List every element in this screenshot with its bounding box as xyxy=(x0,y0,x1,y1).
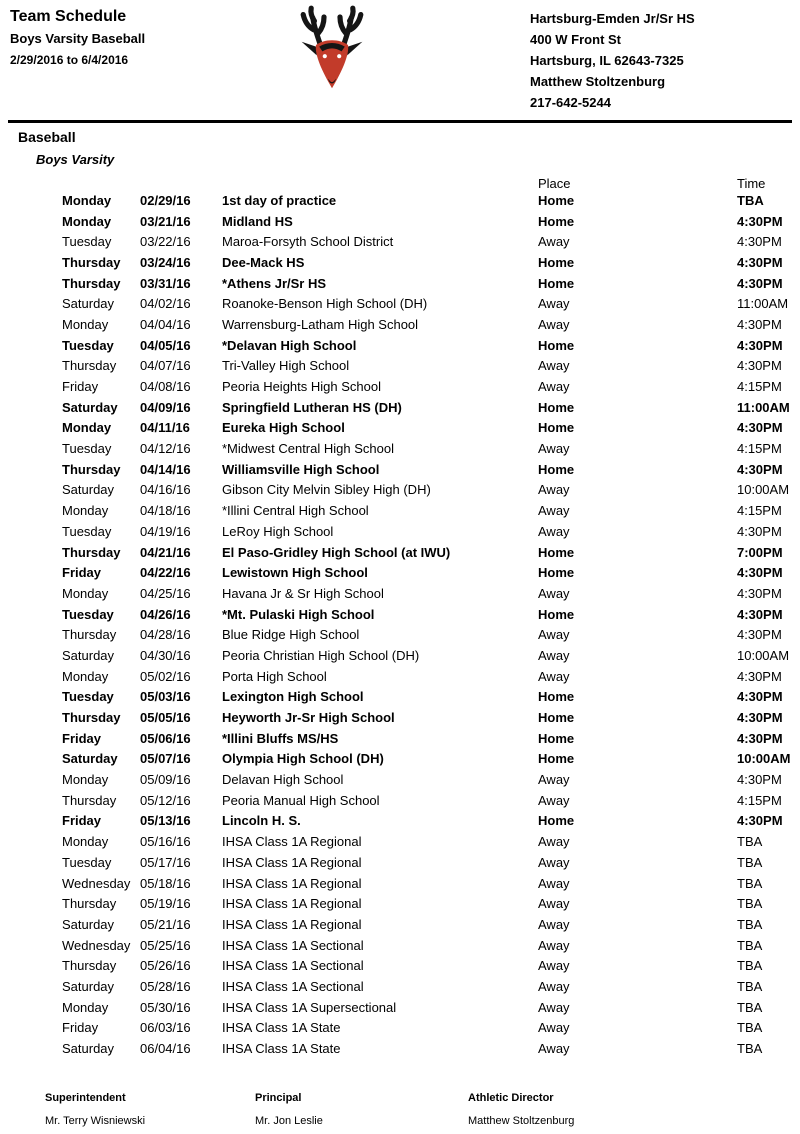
row-place: Away xyxy=(538,358,570,374)
row-place: Away xyxy=(538,1020,570,1036)
school-contact-name: Matthew Stoltzenburg xyxy=(530,74,666,89)
row-place: Away xyxy=(538,296,570,312)
row-event: Maroa-Forsyth School District xyxy=(222,234,394,250)
school-name: Hartsburg-Emden Jr/Sr HS xyxy=(530,11,695,26)
row-event: IHSA Class 1A Sectional xyxy=(222,958,364,974)
row-day: Tuesday xyxy=(62,854,112,870)
row-time: 10:00AM xyxy=(737,647,790,663)
row-date: 05/07/16 xyxy=(140,751,191,767)
row-time: 4:15PM xyxy=(737,379,782,395)
row-place: Home xyxy=(538,689,575,705)
row-event: Lewistown High School xyxy=(222,565,368,581)
row-time: 4:30PM xyxy=(737,358,782,374)
table-row xyxy=(0,1038,800,1059)
school-phone: 217-642-5244 xyxy=(530,95,611,110)
row-date: 05/19/16 xyxy=(140,896,191,912)
schedule-table xyxy=(0,176,800,1059)
row-place: Home xyxy=(538,337,575,353)
row-time: 4:30PM xyxy=(737,689,783,705)
row-time: TBA xyxy=(737,937,763,953)
row-time: TBA xyxy=(737,192,764,208)
row-place: Home xyxy=(538,213,575,229)
footer-superintendent-block xyxy=(45,1092,145,1127)
table-row xyxy=(0,1018,800,1039)
page-title: Team Schedule xyxy=(10,8,127,25)
row-time: 4:15PM xyxy=(737,441,782,457)
row-day: Saturday xyxy=(62,482,115,498)
row-time: 7:00PM xyxy=(737,544,783,560)
table-row xyxy=(0,314,800,335)
row-day: Saturday xyxy=(62,1041,115,1057)
row-place: Away xyxy=(538,379,570,395)
row-day: Saturday xyxy=(62,399,118,415)
row-date: 04/16/16 xyxy=(140,482,191,498)
footer-principal-block xyxy=(255,1092,323,1127)
row-day: Thursday xyxy=(62,461,121,477)
row-place: Home xyxy=(538,565,575,581)
row-date: 05/12/16 xyxy=(140,792,191,808)
row-time: 4:15PM xyxy=(737,792,782,808)
row-event: IHSA Class 1A Regional xyxy=(222,896,362,912)
school-address-line1: 400 W Front St xyxy=(530,32,622,47)
row-place: Away xyxy=(538,523,570,539)
row-event: Tri-Valley High School xyxy=(222,358,350,374)
row-place: Home xyxy=(538,420,575,436)
row-place: Away xyxy=(538,978,570,994)
row-event: Dee-Mack HS xyxy=(222,254,305,270)
row-date: 05/16/16 xyxy=(140,834,191,850)
row-day: Monday xyxy=(62,420,112,436)
school-address-line2: Hartsburg, IL 62643-7325 xyxy=(530,53,684,68)
row-date: 05/02/16 xyxy=(140,668,191,684)
row-place: Away xyxy=(538,937,570,953)
row-place: Home xyxy=(538,192,575,208)
row-day: Tuesday xyxy=(62,337,114,353)
table-row xyxy=(0,418,800,439)
table-row xyxy=(0,645,800,666)
table-row xyxy=(0,273,800,294)
row-date: 04/05/16 xyxy=(140,337,191,353)
row-place: Home xyxy=(538,730,575,746)
row-day: Saturday xyxy=(62,978,115,994)
table-row xyxy=(0,707,800,728)
row-place: Home xyxy=(538,399,575,415)
row-day: Monday xyxy=(62,503,109,519)
footer-person-name: Mr. Jon Leslie xyxy=(255,1115,323,1127)
row-time: TBA xyxy=(737,875,763,891)
row-event: *Illini Central High School xyxy=(222,503,369,519)
table-row xyxy=(0,831,800,852)
row-event: LeRoy High School xyxy=(222,523,334,539)
row-day: Friday xyxy=(62,813,102,829)
row-place: Away xyxy=(538,792,570,808)
row-day: Monday xyxy=(62,834,109,850)
row-place: Away xyxy=(538,999,570,1015)
row-day: Thursday xyxy=(62,896,117,912)
row-place: Home xyxy=(538,710,575,726)
table-row xyxy=(0,397,800,418)
footer-role-title: Superintendent xyxy=(45,1092,126,1104)
row-place: Home xyxy=(538,544,575,560)
row-time: 4:30PM xyxy=(737,606,783,622)
row-place: Home xyxy=(538,254,575,270)
row-event: IHSA Class 1A Regional xyxy=(222,875,362,891)
row-time: 4:30PM xyxy=(737,813,783,829)
row-event: Heyworth Jr-Sr High School xyxy=(222,710,395,726)
row-event: IHSA Class 1A Supersectional xyxy=(222,999,397,1015)
row-time: 4:30PM xyxy=(737,337,783,353)
table-row xyxy=(0,252,800,273)
row-event: Peoria Manual High School xyxy=(222,792,380,808)
row-date: 05/17/16 xyxy=(140,854,191,870)
table-row xyxy=(0,604,800,625)
row-day: Thursday xyxy=(62,275,121,291)
row-date: 05/06/16 xyxy=(140,730,191,746)
table-row xyxy=(0,356,800,377)
row-time: 11:00AM xyxy=(737,399,790,415)
row-event: IHSA Class 1A Sectional xyxy=(222,978,364,994)
table-row xyxy=(0,811,800,832)
row-place: Home xyxy=(538,606,575,622)
row-day: Saturday xyxy=(62,647,115,663)
row-place: Away xyxy=(538,916,570,932)
row-time: 4:30PM xyxy=(737,420,783,436)
row-day: Thursday xyxy=(62,710,121,726)
row-day: Tuesday xyxy=(62,441,112,457)
footer-person-name: Matthew Stoltzenburg xyxy=(468,1115,575,1127)
row-event: Springfield Lutheran HS (DH) xyxy=(222,399,402,415)
row-date: 04/02/16 xyxy=(140,296,191,312)
row-place: Away xyxy=(538,482,570,498)
table-row xyxy=(0,666,800,687)
row-time: 4:30PM xyxy=(737,627,782,643)
row-date: 04/28/16 xyxy=(140,627,191,643)
table-row xyxy=(0,687,800,708)
row-time: TBA xyxy=(737,854,763,870)
table-row xyxy=(0,542,800,563)
row-day: Monday xyxy=(62,668,109,684)
row-time: TBA xyxy=(737,896,763,912)
row-date: 03/24/16 xyxy=(140,254,191,270)
table-row xyxy=(0,583,800,604)
row-event: 1st day of practice xyxy=(222,192,337,208)
row-place: Away xyxy=(538,503,570,519)
table-row xyxy=(0,335,800,356)
school-info-block xyxy=(530,8,695,113)
row-date: 05/26/16 xyxy=(140,958,191,974)
row-time: TBA xyxy=(737,1041,763,1057)
column-header-time: Time xyxy=(737,175,766,191)
row-date: 05/13/16 xyxy=(140,813,191,829)
row-date: 04/21/16 xyxy=(140,544,191,560)
row-event: IHSA Class 1A Sectional xyxy=(222,937,364,953)
row-day: Thursday xyxy=(62,254,121,270)
footer-role-title: Principal xyxy=(255,1092,302,1104)
row-date: 04/18/16 xyxy=(140,503,191,519)
row-event: Olympia High School (DH) xyxy=(222,751,384,767)
table-row xyxy=(0,935,800,956)
row-day: Friday xyxy=(62,1020,99,1036)
row-day: Wednesday xyxy=(62,875,131,891)
row-date: 05/09/16 xyxy=(140,772,191,788)
footer-athletic-director-block xyxy=(468,1092,574,1127)
row-place: Home xyxy=(538,751,575,767)
table-row xyxy=(0,914,800,935)
table-row xyxy=(0,873,800,894)
table-row xyxy=(0,500,800,521)
row-date: 04/08/16 xyxy=(140,379,191,395)
row-time: 4:30PM xyxy=(737,710,783,726)
table-row xyxy=(0,976,800,997)
row-day: Tuesday xyxy=(62,689,114,705)
row-event: IHSA Class 1A State xyxy=(222,1041,341,1057)
row-place: Away xyxy=(538,772,570,788)
row-event: IHSA Class 1A State xyxy=(222,1020,341,1036)
row-event: Blue Ridge High School xyxy=(222,627,360,643)
row-place: Away xyxy=(538,316,570,332)
table-row xyxy=(0,562,800,583)
row-date: 03/31/16 xyxy=(140,275,191,291)
row-place: Home xyxy=(538,461,575,477)
table-row xyxy=(0,790,800,811)
row-event: *Delavan High School xyxy=(222,337,357,353)
row-event: Roanoke-Benson High School (DH) xyxy=(222,296,428,312)
row-place: Away xyxy=(538,875,570,891)
row-place: Away xyxy=(538,668,570,684)
row-day: Thursday xyxy=(62,627,117,643)
row-day: Thursday xyxy=(62,358,117,374)
table-row xyxy=(0,190,800,211)
row-date: 03/21/16 xyxy=(140,213,191,229)
row-date: 05/05/16 xyxy=(140,710,191,726)
row-day: Thursday xyxy=(62,792,117,808)
row-time: 4:30PM xyxy=(737,316,782,332)
season-date-range: 2/29/2016 to 6/4/2016 xyxy=(10,53,129,67)
row-event: IHSA Class 1A Regional xyxy=(222,854,362,870)
row-day: Monday xyxy=(62,316,109,332)
row-place: Away xyxy=(538,896,570,912)
row-time: 4:30PM xyxy=(737,585,782,601)
row-date: 04/25/16 xyxy=(140,585,191,601)
row-time: 4:30PM xyxy=(737,772,782,788)
stag-mascot-logo-icon xyxy=(292,2,372,96)
row-date: 05/18/16 xyxy=(140,875,191,891)
row-date: 05/30/16 xyxy=(140,999,191,1015)
row-event: Williamsville High School xyxy=(222,461,380,477)
table-row xyxy=(0,955,800,976)
row-time: 4:30PM xyxy=(737,234,782,250)
column-header-place: Place xyxy=(538,175,571,191)
row-event: Eureka High School xyxy=(222,420,345,436)
row-event: *Athens Jr/Sr HS xyxy=(222,275,327,291)
table-row xyxy=(0,893,800,914)
row-place: Away xyxy=(538,441,570,457)
row-day: Friday xyxy=(62,379,99,395)
row-event: El Paso-Gridley High School (at IWU) xyxy=(222,544,451,560)
row-time: 4:30PM xyxy=(737,565,783,581)
row-event: *Midwest Central High School xyxy=(222,441,394,457)
row-time: 4:30PM xyxy=(737,730,783,746)
row-date: 04/14/16 xyxy=(140,461,191,477)
row-day: Monday xyxy=(62,213,112,229)
team-subtitle: Boys Varsity Baseball xyxy=(10,31,146,46)
row-day: Monday xyxy=(62,999,109,1015)
row-day: Monday xyxy=(62,585,109,601)
row-time: TBA xyxy=(737,916,763,932)
table-row xyxy=(0,376,800,397)
row-place: Away xyxy=(538,1041,570,1057)
row-day: Monday xyxy=(62,772,109,788)
row-date: 05/28/16 xyxy=(140,978,191,994)
row-day: Wednesday xyxy=(62,937,131,953)
row-day: Saturday xyxy=(62,751,118,767)
row-event: Delavan High School xyxy=(222,772,344,788)
footer-role-title: Athletic Director xyxy=(468,1092,554,1104)
sport-heading: Baseball xyxy=(18,129,76,145)
row-day: Thursday xyxy=(62,958,117,974)
row-date: 05/03/16 xyxy=(140,689,191,705)
row-time: TBA xyxy=(737,999,763,1015)
row-time: 4:30PM xyxy=(737,461,783,477)
team-level-heading: Boys Varsity xyxy=(36,152,115,167)
row-date: 04/22/16 xyxy=(140,565,191,581)
row-place: Away xyxy=(538,958,570,974)
row-date: 05/25/16 xyxy=(140,937,191,953)
row-place: Home xyxy=(538,813,575,829)
row-day: Tuesday xyxy=(62,234,112,250)
row-event: Gibson City Melvin Sibley High (DH) xyxy=(222,482,431,498)
row-place: Away xyxy=(538,854,570,870)
header-divider-rule xyxy=(8,120,792,123)
row-date: 05/21/16 xyxy=(140,916,191,932)
table-row xyxy=(0,852,800,873)
row-event: Lincoln H. S. xyxy=(222,813,301,829)
row-place: Away xyxy=(538,627,570,643)
row-time: 10:00AM xyxy=(737,751,791,767)
table-row xyxy=(0,521,800,542)
row-place: Away xyxy=(538,234,570,250)
row-event: Lexington High School xyxy=(222,689,364,705)
row-time: 4:30PM xyxy=(737,213,783,229)
row-date: 03/22/16 xyxy=(140,234,191,250)
row-day: Saturday xyxy=(62,296,115,312)
footer-person-name: Mr. Terry Wisniewski xyxy=(45,1115,146,1127)
row-time: TBA xyxy=(737,958,763,974)
row-day: Thursday xyxy=(62,544,121,560)
row-event: IHSA Class 1A Regional xyxy=(222,834,362,850)
table-row xyxy=(0,624,800,645)
row-date: 04/19/16 xyxy=(140,523,191,539)
schedule-rows xyxy=(0,190,800,1059)
row-day: Tuesday xyxy=(62,523,112,539)
row-event: Havana Jr & Sr High School xyxy=(222,585,384,601)
table-row xyxy=(0,997,800,1018)
row-time: TBA xyxy=(737,978,763,994)
row-date: 06/03/16 xyxy=(140,1020,191,1036)
row-date: 04/12/16 xyxy=(140,441,191,457)
row-day: Monday xyxy=(62,192,112,208)
row-time: 4:30PM xyxy=(737,254,783,270)
table-row xyxy=(0,211,800,232)
row-day: Friday xyxy=(62,730,102,746)
table-row xyxy=(0,231,800,252)
row-event: Porta High School xyxy=(222,668,327,684)
row-date: 04/30/16 xyxy=(140,647,191,663)
table-row xyxy=(0,459,800,480)
header-left-block xyxy=(10,8,145,67)
row-day: Saturday xyxy=(62,916,115,932)
row-date: 04/09/16 xyxy=(140,399,191,415)
row-event: IHSA Class 1A Regional xyxy=(222,916,362,932)
row-time: 4:15PM xyxy=(737,503,782,519)
table-row xyxy=(0,480,800,501)
row-place: Away xyxy=(538,834,570,850)
row-event: Warrensburg-Latham High School xyxy=(222,316,419,332)
table-row xyxy=(0,769,800,790)
row-time: 11:00AM xyxy=(737,296,789,312)
row-time: 10:00AM xyxy=(737,482,790,498)
row-time: 4:30PM xyxy=(737,275,783,291)
row-day: Friday xyxy=(62,565,102,581)
row-event: Midland HS xyxy=(222,213,293,229)
row-date: 04/04/16 xyxy=(140,316,191,332)
row-time: TBA xyxy=(737,1020,763,1036)
table-row xyxy=(0,438,800,459)
row-day: Tuesday xyxy=(62,606,114,622)
row-date: 04/11/16 xyxy=(140,420,190,436)
row-event: *Illini Bluffs MS/HS xyxy=(222,730,339,746)
table-row xyxy=(0,749,800,770)
row-date: 02/29/16 xyxy=(140,192,191,208)
table-row xyxy=(0,728,800,749)
row-date: 04/07/16 xyxy=(140,358,191,374)
row-event: Peoria Heights High School xyxy=(222,379,381,395)
table-row xyxy=(0,293,800,314)
table-header-row xyxy=(0,176,800,190)
row-date: 06/04/16 xyxy=(140,1041,191,1057)
row-place: Home xyxy=(538,275,575,291)
row-place: Away xyxy=(538,647,570,663)
row-date: 04/26/16 xyxy=(140,606,191,622)
row-place: Away xyxy=(538,585,570,601)
row-time: 4:30PM xyxy=(737,668,782,684)
row-event: *Mt. Pulaski High School xyxy=(222,606,375,622)
row-time: TBA xyxy=(737,834,763,850)
row-time: 4:30PM xyxy=(737,523,782,539)
row-event: Peoria Christian High School (DH) xyxy=(222,647,420,663)
